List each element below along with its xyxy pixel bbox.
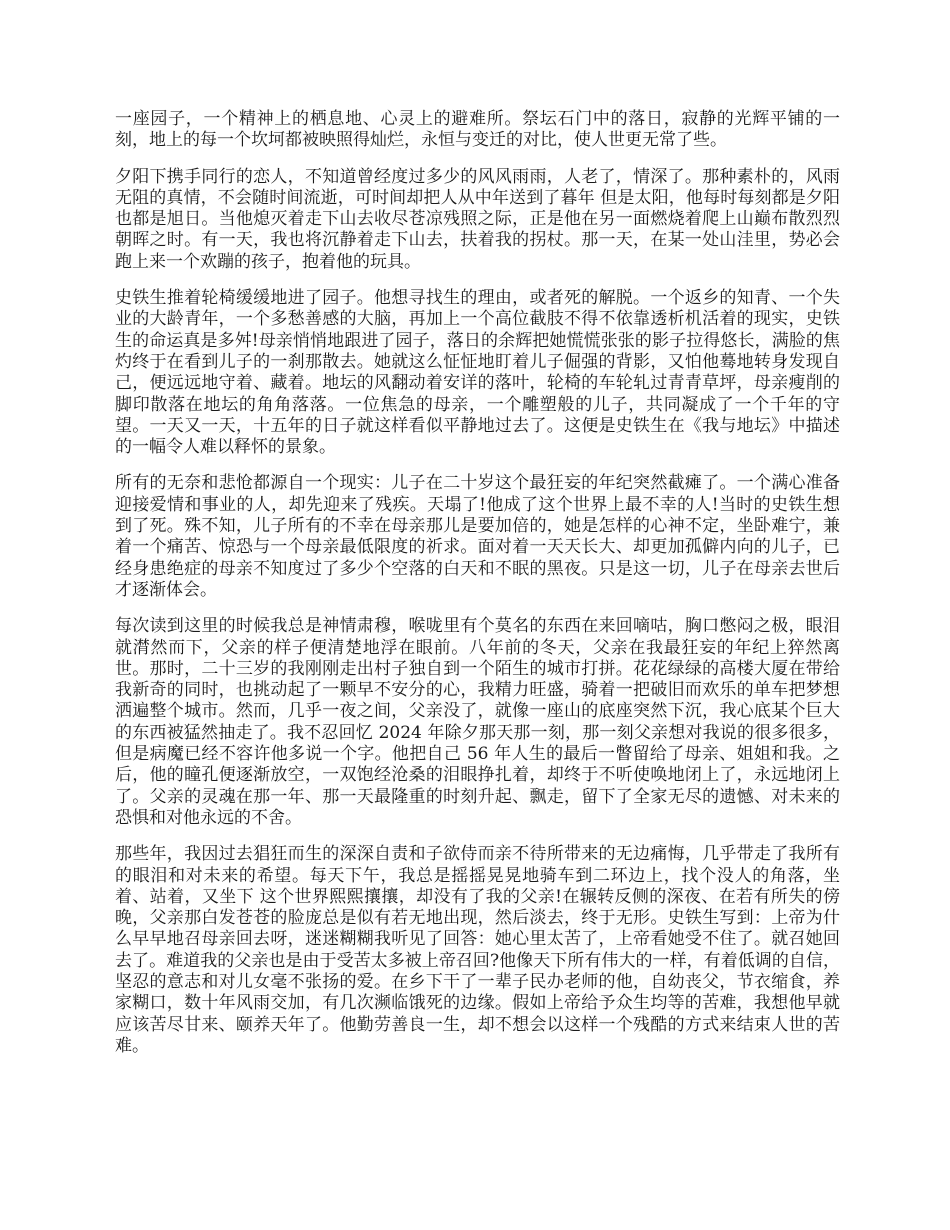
document-body [115, 109, 840, 1072]
paragraph-paralysis: 所有的无奈和悲怆都源自一个现实：儿子在二十岁这个最狂妄的年纪突然截瘫了。一个满心准备迎接爱情和事业的人，却先迎来了残疾。天塌了!他成了这个世界上最不幸的人!当时的史铁生想到了死。殊不知，儿子所有的不幸在母亲那儿是要加倍的，她是怎样的心神不定，坐卧难宁，兼着一个痛苦、惊恐与一个母亲最低限度的祈求。面对着一天天长大、却更加孤僻内向的儿子，已经身患绝症的母亲不知度过了多少个空落的白天和不眠的黑夜。只是这一切，儿子在母亲去世后才逐渐体会。 [115, 473, 840, 600]
paragraph-father-passing: 每次读到这里的时候我总是神情肃穆，喉咙里有个莫名的东西在来回嘀咕，胸口憋闷之极，眼泪就潸然而下，父亲的样子便清楚地浮在眼前。八年前的冬天，父亲在我最狂妄的年纪上猝然离世。那时，二十三岁的我刚刚走出村子独自到一个陌生的城市打拼。花花绿绿的高楼大厦在带给我新奇的同时，也挑动起了一颗早不安分的心，我精力旺盛，骑着一把破旧而欢乐的单车把梦想洒遍整个城市。然而，几乎一夜之间，父亲没了，就像一座山的底座突然下沉，我心底某个巨大的东西被猛然抽走了。我不忍回忆 2024 年除夕那天那一刻，那一刻父亲想对我说的很多很多，但是病魔已经不容许他多说一个字。他把自己 56 年人生的最后一瞥留给了母亲、姐姐和我。之后，他的瞳孔便逐渐放空，一双饱经沧桑的泪眼挣扎着，却终于不听使唤地闭上了，永远地闭上了。父亲的灵魂在那一年、那一天最隆重的时刻升起、飘走，留下了全家无尽的遗憾、对未来的恐惧和对他永远的不舍。 [115, 616, 840, 828]
paragraph-sunset-lovers: 夕阳下携手同行的恋人，不知道曾经度过多少的风风雨雨，人老了，情深了。那种素朴的，风雨无阻的真情，不会随时间流逝，可时间却把人从中年送到了暮年 但是太阳，他每时每刻都是夕阳也都是旭日。当他熄灭着走下山去收尽苍凉残照之际，正是他在另一面燃烧着爬上山巅布散烈烈朝晖之时。有一天，我也将沉静着走下山去，扶着我的拐杖。那一天，在某一处山洼里，势必会跑上来一个欢蹦的孩子，抱着他的玩具。 [115, 166, 840, 272]
paragraph-garden: 一座园子，一个精神上的栖息地、心灵上的避难所。祭坛石门中的落日，寂静的光辉平铺的一刻，地上的每一个坎坷都被映照得灿烂，永恒与变迁的对比，使人世更无常了些。 [115, 109, 840, 151]
paragraph-shi-tiesheng-mother: 史铁生推着轮椅缓缓地进了园子。他想寻找生的理由，或者死的解脱。一个返乡的知青、一个失业的大龄青年，一个多愁善感的大脑，再加上一个高位截肢不得不依靠透析机活着的现实，史铁生的命运真是多舛!母亲悄悄地跟进了园子，落日的余辉把她慌慌张张的影子拉得悠长，满脸的焦灼终于在看到儿子的一刹那散去。她就这么怔怔地盯着儿子倔强的背影，又怕他蓦地转身发现自己，便远远地守着、藏着。地坛的风翻动着安详的落叶，轮椅的车轮轧过青青草坪，母亲瘦削的脚印散落在地坛的角角落落。一位焦急的母亲，一个雕塑般的儿子，共同凝成了一个千年的守望。一天又一天，十五年的日子就这样看似平静地过去了。这便是史铁生在《我与地坛》中描述的一幅令人难以释怀的景象。 [115, 288, 840, 458]
paragraph-grief: 那些年，我因过去猖狂而生的深深自责和子欲侍而亲不待所带来的无边痛悔，几乎带走了我所有的眼泪和对未来的希望。每天下午，我总是摇摇晃晃地骑车到二环边上，找个没人的角落，坐着、站着，又坐下 这个世界熙熙攘攘，却没有了我的父亲!在辗转反侧的深夜、在若有所失的傍晚，父亲那白发苍苍的脸庞总是似有若无地出现，然后淡去，终于无形。史铁生写到：上帝为什么早早地召母亲回去呀，迷迷糊糊我听见了回答：她心里太苦了，上帝看她受不住了。就召她回去了。难道我的父亲也是由于受苦太多被上帝召回?他像天下所有伟大的一样，有着低调的自信，坚忍的意志和对儿女毫不张扬的爱。在乡下干了一辈子民办老师的他，自幼丧父，节衣缩食，养家糊口，数十年风雨交加，有几次濒临饿死的边缘。假如上帝给予众生均等的苦难，我想他早就应该苦尽甘来、颐养天年了。他勤劳善良一生，却不想会以这样一个残酷的方式来结束人世的苦难。 [115, 844, 840, 1056]
